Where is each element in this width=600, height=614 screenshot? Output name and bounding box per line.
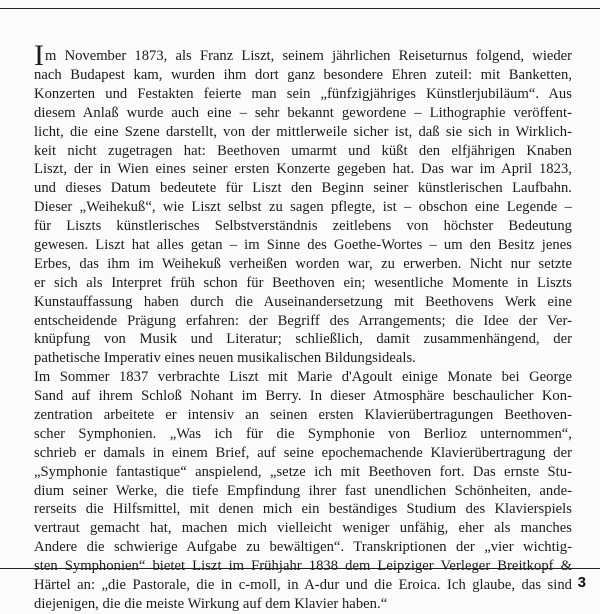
bottom-rule	[0, 568, 600, 569]
paragraph-lines	[34, 66, 572, 614]
text-line: dium seiner Werke, die tiefe Empfindung ihrer fast unendlichen Schönheiten, ande-	[34, 482, 572, 499]
body-text	[34, 39, 572, 614]
page-number: 3	[577, 574, 586, 591]
text-line: Sand auf ihrem Schloß Nohant im Berry. In dieser Atmosphäre beschaulicher Kon-	[34, 388, 572, 405]
top-rule	[0, 8, 600, 9]
first-line-text: m November 1873, als Franz Liszt, seinem jährlichen Reiseturnus folgend, wieder	[45, 48, 572, 65]
text-line: licht, die eine Szene darstellt, von der mittlerweile sicher ist, daß sie sich in Wirklich-	[34, 123, 572, 140]
text-line: diejenigen, die die meiste Wirkung auf dem Klavier haben.“	[34, 595, 388, 612]
text-line: entscheidende Prägung erfahren: der Begriff des Arrangements; die Idee der Ver-	[34, 312, 572, 329]
text-line: pathetische Imperativ eines neuen musikalischen Bildungsideals.	[34, 350, 416, 367]
text-line: Liszt, der in Wien eines seiner ersten Konzerte gegeben hat. Das war im April 1823,	[34, 161, 572, 178]
text-line: knüpfung von Musik und Literatur; schließlich, damit zusammenhängend, der	[34, 331, 572, 348]
text-line: für Liszts künstlerisches Selbstverständnis zeitlebens von höchster Bedeutung	[34, 218, 572, 235]
initial-letter: I	[34, 39, 44, 72]
text-line: er sich als Interpret früh schon für Beethoven ein; wesentliche Momente in Liszts	[34, 274, 572, 291]
text-line: Konzerten und Festakten feierte man sein „fünfzigjähriges Künstlerjubiläum“. Aus	[34, 85, 572, 102]
text-line: diesem Anlaß wurde auch eine – sehr bekannt gewordene – Lithographie veröffent-	[34, 104, 572, 121]
text-line: Im Sommer 1837 verbrachte Liszt mit Marie d'Agoult einige Monate bei George	[34, 369, 572, 386]
text-line: Andere die schwierige Aufgabe zu bewältigen“. Transkriptionen der „vier wichtig-	[34, 539, 572, 556]
text-line: „Symphonie fantastique“ anspielend, „setze ich mit Beethoven fort. Das ernste Stu-	[34, 463, 572, 480]
text-line: gewesen. Liszt hat alles getan – im Sinne des Goethe-Wortes – um den Besitz jenes	[34, 237, 572, 254]
text-line: nach Budapest kam, wurden ihm dort ganz besondere Ehren zuteil: mit Banketten,	[34, 67, 572, 83]
text-line: schrieb er damals in einem Brief, auf seine epochemachende Klavierübertragung der	[34, 444, 572, 461]
text-line: Erbes, das ihm im Weihekuß verheißen worden war, zu erwerben. Nicht nur setzte	[34, 255, 572, 272]
text-line: Härtel an: „die Pastorale, die in c-moll, in A-dur und die Eroica. Ich glaube, das sind	[34, 577, 572, 594]
text-line: zentration arbeitete er intensiv an seinen ersten Klavierübertragungen Beethoven-	[34, 407, 572, 424]
text-line: Kunstauffassung haben durch die Auseinandersetzung mit Beethovens Werk eine	[34, 293, 572, 310]
text-line: vertraut gemacht hat, machen mich vielleicht weniger unfähig, eher als manches	[34, 520, 572, 537]
text-line: scher Symphonien. „Was ich für die Symphonie von Berlioz unternommen“,	[34, 425, 572, 442]
text-line: und dieses Datum bedeutete für Liszt den Beginn seiner künstlerischen Laufbahn.	[34, 180, 572, 197]
text-line: rerseits die Hilfsmittel, mit denen mich ein beständiges Studium des Klavierspiels	[34, 501, 572, 518]
first-line	[34, 39, 572, 72]
text-line: Dieser „Weihekuß“, wie Liszt selbst zu sagen pflegte, ist – obschon eine Legende –	[34, 199, 572, 216]
text-line: sten Symphonien“ bietet Liszt im Frühjahr 1838 dem Leipziger Verleger Breitkopf &	[34, 558, 572, 575]
text-line: keit nicht zugetragen hat: Beethoven umarmt und küßt den elfjährigen Knaben	[34, 142, 572, 159]
